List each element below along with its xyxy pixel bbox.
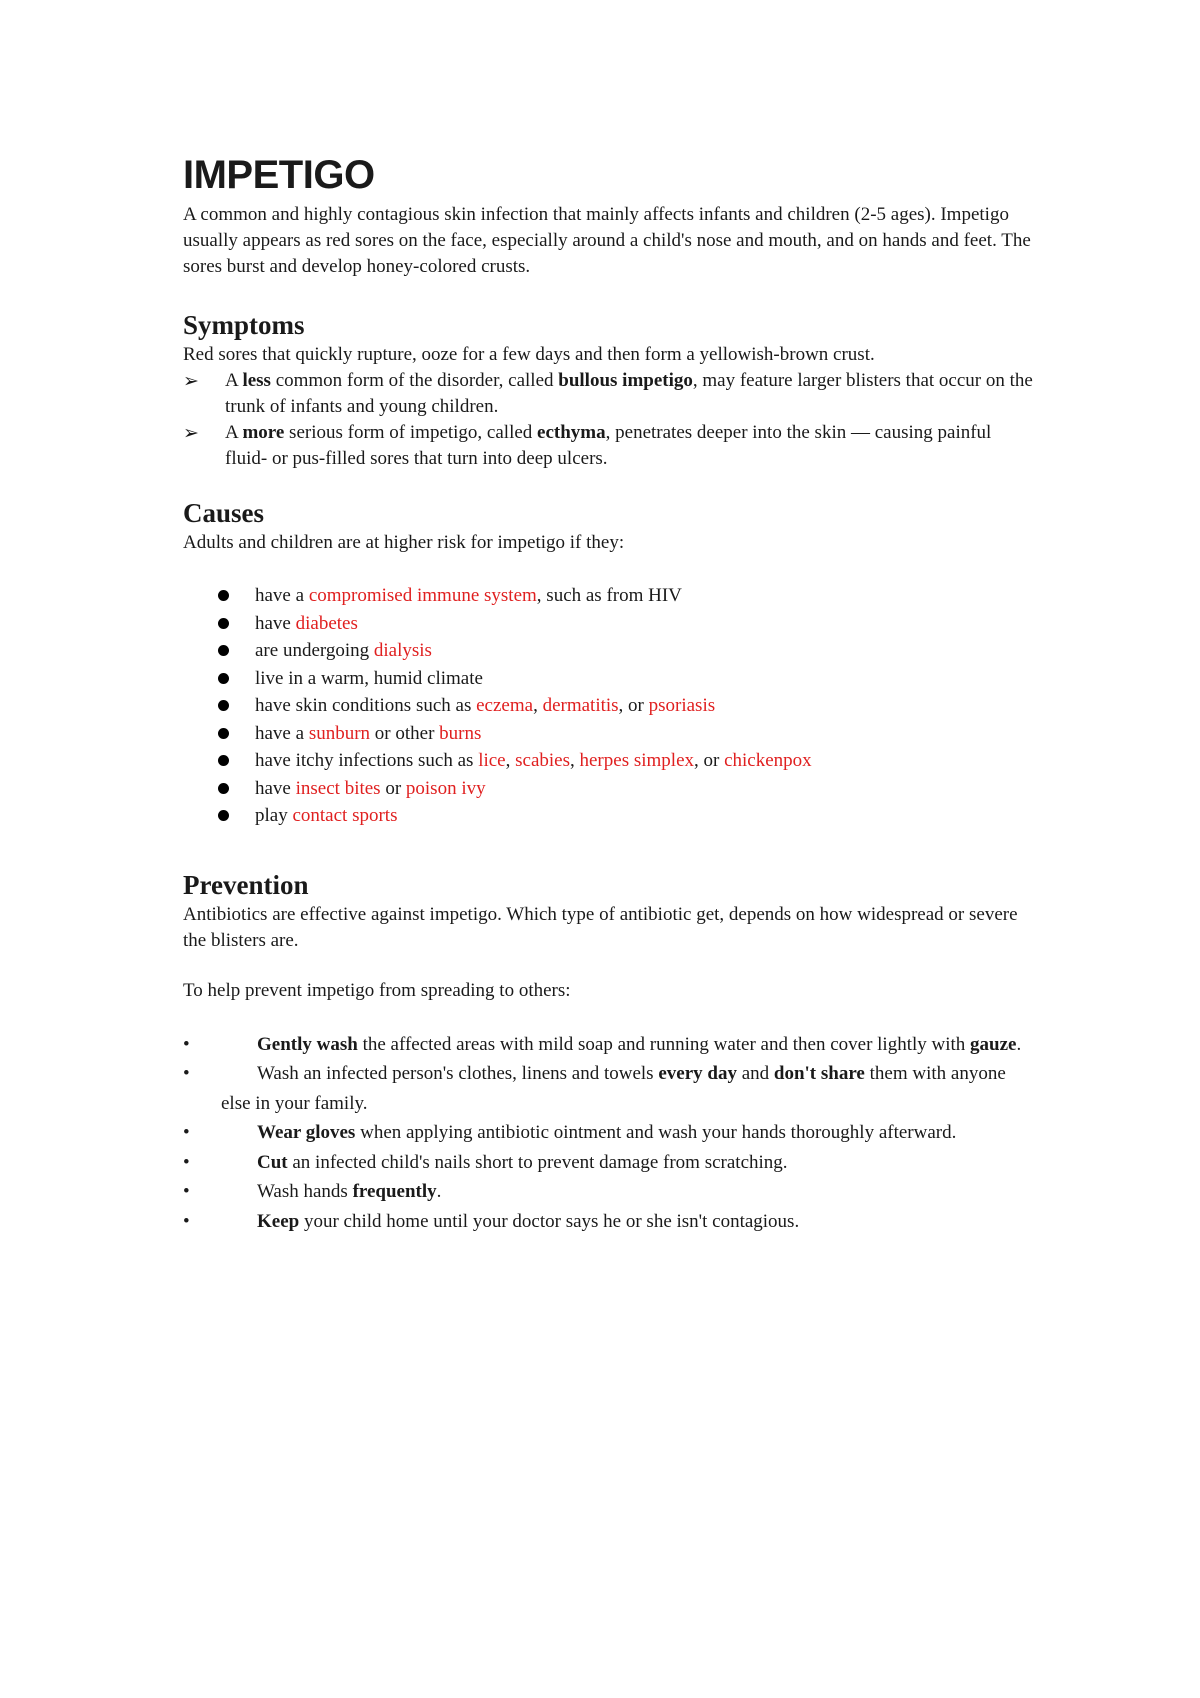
- red-highlight-text: poison ivy: [405, 777, 486, 799]
- cause-item: [183, 720, 1033, 748]
- text-run: an infected child's nails short to prevent damage from scratching.: [287, 1151, 788, 1173]
- causes-lead: Adults and children are at higher risk for impetigo if they:: [183, 532, 625, 553]
- text-run: serious form of impetigo, called: [284, 422, 538, 443]
- text-run: or: [380, 777, 406, 799]
- bold-text: frequently: [352, 1181, 437, 1202]
- bold-text: ecthyma: [537, 422, 606, 443]
- prevention-item-text: [183, 1177, 441, 1207]
- cause-item: [183, 775, 1033, 803]
- bold-text: Gently wash: [257, 1033, 358, 1055]
- text-run: , or: [694, 750, 725, 771]
- text-run: have skin conditions such as: [255, 695, 477, 716]
- bullet-icon: •: [183, 1122, 190, 1143]
- dot-bullet-icon: [218, 645, 229, 656]
- prevention-item-text: [183, 1207, 799, 1237]
- text-run: ,: [570, 750, 580, 771]
- bullet-icon: •: [183, 1210, 190, 1232]
- dot-bullet-icon: [218, 810, 229, 821]
- text-run: Wash an infected person's clothes, linens and towels: [257, 1063, 659, 1084]
- prevention-item: [183, 1118, 1033, 1148]
- arrow-bullet-icon: ➢: [183, 370, 199, 392]
- prevention-item-text: [183, 1148, 788, 1178]
- prevention-item: [183, 1030, 1033, 1060]
- dot-bullet-icon: [218, 755, 229, 766]
- text-run: , such as from HIV: [536, 585, 682, 606]
- bold-text: gauze: [970, 1033, 1017, 1055]
- bold-text: don't share: [773, 1063, 865, 1084]
- text-run: your child home until your doctor says he or she isn't contagious.: [299, 1210, 800, 1232]
- text-run: , penetrates deeper into the skin — causing painful fluid- or pus-filled sores that turn into deep ulcers.: [225, 422, 992, 469]
- bullet-icon: •: [183, 1033, 190, 1055]
- red-highlight-text: chickenpox: [724, 750, 812, 771]
- text-run: have a: [255, 585, 309, 606]
- prevention-item-text: [183, 1118, 956, 1148]
- red-highlight-text: psoriasis: [648, 695, 716, 716]
- cause-item: [183, 802, 1033, 830]
- dot-bullet-icon: [218, 673, 229, 684]
- text-run: play: [255, 805, 293, 826]
- bullet-icon: •: [183, 1063, 190, 1084]
- bold-text: less: [242, 370, 271, 391]
- cause-item: [183, 637, 1033, 665]
- prevention-heading: Prevention: [183, 869, 309, 900]
- cause-item: [183, 692, 1033, 720]
- text-run: ,: [533, 695, 543, 716]
- red-highlight-text: scabies: [515, 750, 570, 771]
- dot-bullet-icon: [218, 618, 229, 629]
- red-highlight-text: diabetes: [295, 612, 358, 634]
- text-run: Wash hands: [257, 1181, 353, 1202]
- symptom-item: [183, 368, 1033, 420]
- red-highlight-text: lice: [478, 750, 506, 771]
- symptoms-list: [183, 368, 1033, 472]
- text-run: have: [255, 777, 296, 799]
- arrow-bullet-icon: ➢: [183, 422, 199, 444]
- prevention-item: [183, 1177, 1033, 1207]
- prevention-item: [183, 1059, 1033, 1118]
- dot-bullet-icon: [218, 728, 229, 739]
- intro-paragraph: A common and highly contagious skin infection that mainly affects infants and children (2-5 ages). Impetigo usually appears as red sores on the face, especially around a child's nose and mouth, and on hands and feet. The sores burst and develop honey-colored crusts.: [183, 204, 1031, 277]
- bold-text: bullous impetigo: [558, 370, 693, 391]
- prevention-item: [183, 1207, 1033, 1237]
- document-title: IMPETIGO: [183, 153, 375, 197]
- red-highlight-text: compromised immune system: [308, 585, 537, 606]
- text-run: A: [225, 422, 243, 443]
- red-highlight-text: herpes simplex: [579, 750, 695, 771]
- red-highlight-text: dermatitis: [542, 695, 619, 716]
- text-run: , may feature larger blisters that occur on the trunk of infants and young children.: [225, 370, 1033, 417]
- text-run: common form of the disorder, called: [270, 370, 559, 391]
- text-run: the affected areas with mild soap and running water and then cover lightly with: [357, 1033, 971, 1055]
- bold-text: more: [242, 422, 285, 443]
- text-run: live in a warm, humid climate: [255, 667, 483, 689]
- prevention-lead: Antibiotics are effective against impetigo. Which type of antibiotic get, depends on how widespread or severe the blisters are.: [183, 903, 1018, 951]
- text-run: when applying antibiotic ointment and wash your hands thoroughly afterward.: [355, 1122, 957, 1143]
- text-run: A: [225, 370, 243, 391]
- prevention-spread-lead: To help prevent impetigo from spreading to others:: [183, 979, 571, 1001]
- text-run: , or: [618, 695, 649, 716]
- red-highlight-text: dialysis: [373, 640, 432, 661]
- red-highlight-text: contact sports: [292, 805, 398, 826]
- prevention-item: [183, 1148, 1033, 1178]
- red-highlight-text: eczema: [476, 695, 534, 716]
- text-run: have: [255, 612, 296, 634]
- cause-item: [183, 665, 1033, 693]
- bold-text: Cut: [257, 1151, 288, 1173]
- dot-bullet-icon: [218, 700, 229, 711]
- causes-list: [183, 582, 1033, 830]
- prevention-item-text: [183, 1059, 1033, 1118]
- text-run: or other: [370, 722, 440, 744]
- bold-text: Keep: [257, 1210, 300, 1232]
- prevention-item-text: [183, 1030, 1021, 1060]
- bold-text: Wear gloves: [257, 1122, 356, 1143]
- text-run: .: [436, 1181, 442, 1202]
- bullet-icon: •: [183, 1151, 190, 1173]
- red-highlight-text: insect bites: [295, 777, 381, 799]
- symptom-item: [183, 420, 1033, 472]
- symptoms-heading: Symptoms: [183, 310, 305, 340]
- text-run: have itchy infections such as: [255, 750, 479, 771]
- text-run: have a: [255, 722, 309, 744]
- cause-item: [183, 582, 1033, 610]
- cause-item: [183, 610, 1033, 638]
- bullet-icon: •: [183, 1181, 190, 1202]
- text-run: .: [1016, 1033, 1022, 1055]
- text-run: them with anyone else in your family.: [221, 1063, 1006, 1114]
- dot-bullet-icon: [218, 783, 229, 794]
- causes-heading: Causes: [183, 498, 265, 528]
- text-run: are undergoing: [255, 640, 374, 661]
- symptoms-lead: Red sores that quickly rupture, ooze for a few days and then form a yellowish-brown crust.: [183, 344, 875, 365]
- prevention-list: [183, 1030, 1033, 1237]
- bold-text: every day: [658, 1063, 737, 1084]
- red-highlight-text: sunburn: [308, 722, 371, 744]
- text-run: ,: [505, 750, 516, 771]
- dot-bullet-icon: [218, 590, 229, 601]
- red-highlight-text: burns: [439, 722, 482, 744]
- text-run: and: [736, 1063, 774, 1084]
- document-page: [183, 150, 1033, 1236]
- cause-item: [183, 747, 1033, 775]
